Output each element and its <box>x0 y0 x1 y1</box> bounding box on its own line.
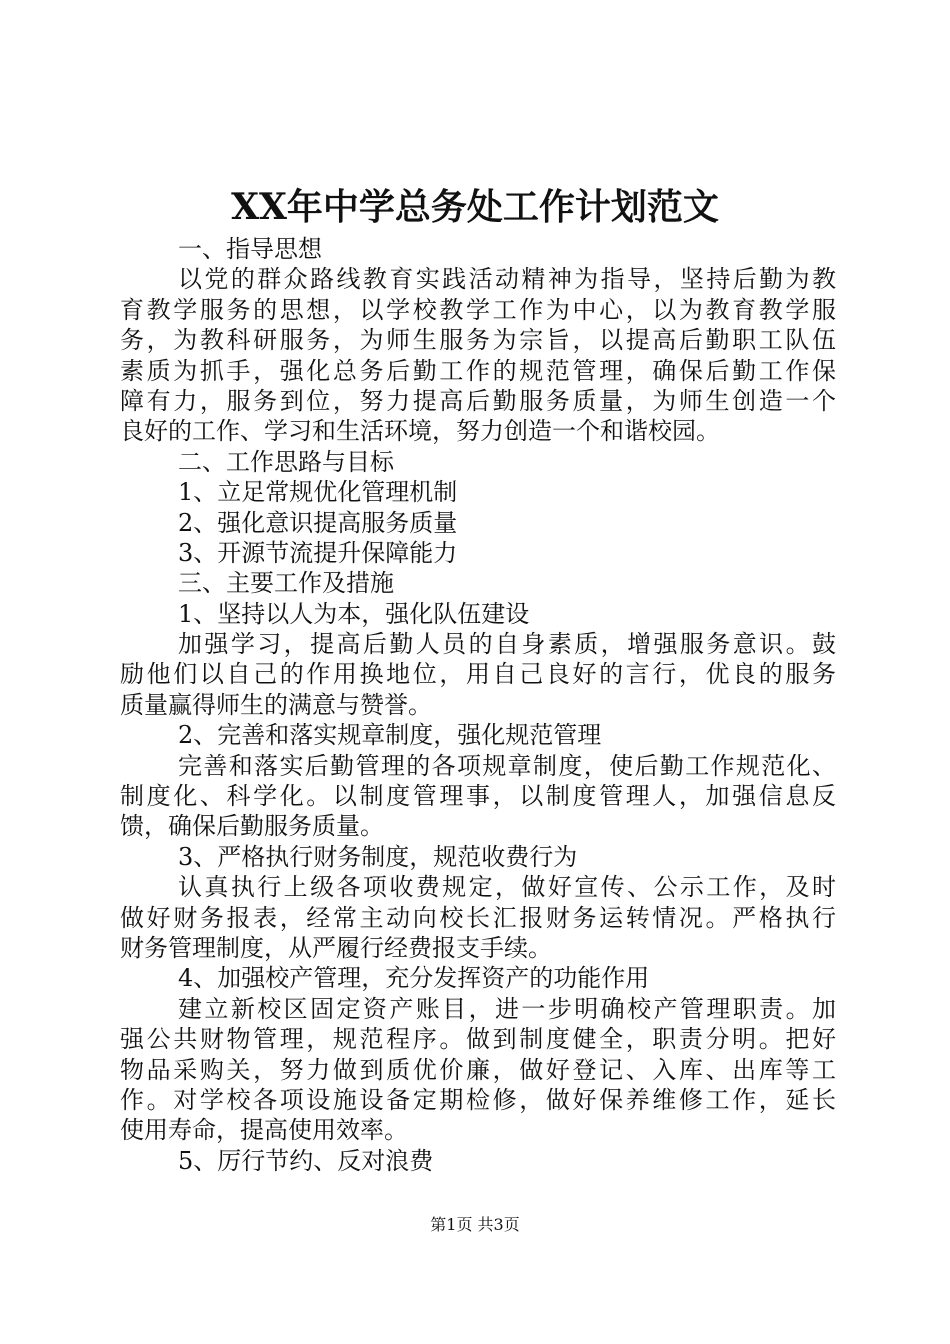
text-line: 1、坚持以人为本，强化队伍建设 <box>178 599 530 628</box>
text-line: 务，为教科研服务，为师生服务为宗旨，以提高后勤职工队伍 <box>120 326 836 355</box>
text-line: 以党的群众路线教育实践活动精神为指导，坚持后勤为教 <box>178 265 836 294</box>
text-line: 强公共财物管理，规范程序。做到制度健全，职责分明。把好 <box>120 1025 836 1054</box>
text-line: 建立新校区固定资产账目，进一步明确校产管理职责。加 <box>178 994 836 1023</box>
text-line: 育教学服务的思想，以学校教学工作为中心，以为教育教学服 <box>120 295 836 324</box>
text-line: 一、指导思想 <box>178 235 322 263</box>
text-line: 二、工作思路与目标 <box>178 447 394 476</box>
text-line: 完善和落实后勤管理的各项规章制度，使后勤工作规范化、 <box>178 751 836 780</box>
text-line: 2、强化意识提高服务质量 <box>178 508 458 537</box>
text-line: 馈，确保后勤服务质量。 <box>120 812 384 841</box>
text-line: 励他们以自己的作用换地位，用自己良好的言行，优良的服务 <box>120 660 836 689</box>
text-line: 加强学习，提高后勤人员的自身素质，增强服务意识。鼓 <box>178 630 836 659</box>
document-title: XX年中学总务处工作计划范文 <box>231 186 719 228</box>
text-line: 素质为抓手，强化总务后勤工作的规范管理，确保后勤工作保 <box>120 356 836 385</box>
text-line: 2、完善和落实规章制度，强化规范管理 <box>178 721 602 750</box>
text-line: 1、立足常规优化管理机制 <box>178 478 458 507</box>
document-body <box>120 234 836 1176</box>
text-line: 4、加强校产管理，充分发挥资产的功能作用 <box>178 964 650 993</box>
text-line: 3、严格执行财务制度，规范收费行为 <box>178 842 578 871</box>
text-line: 财务管理制度，从严履行经费报支手续。 <box>120 933 552 962</box>
text-line: 认真执行上级各项收费规定，做好宣传、公示工作，及时 <box>178 873 836 902</box>
text-line: 三、主要工作及措施 <box>178 569 394 598</box>
text-line: 质量赢得师生的满意与赞誉。 <box>120 690 432 719</box>
text-line: 良好的工作、学习和生活环境，努力创造一个和谐校园。 <box>120 417 720 446</box>
page-footer: 第1页 共3页 <box>430 1215 520 1234</box>
text-line: 5、厉行节约、反对浪费 <box>178 1146 434 1175</box>
text-line: 制度化、科学化。以制度管理事，以制度管理人，加强信息反 <box>120 782 836 811</box>
text-line: 作。对学校各项设施设备定期检修，做好保养维修工作，延长 <box>120 1085 836 1114</box>
text-line: 物品采购关，努力做到质优价廉，做好登记、入库、出库等工 <box>120 1055 836 1084</box>
text-line: 障有力，服务到位，努力提高后勤服务质量，为师生创造一个 <box>120 386 836 415</box>
text-line: 3、开源节流提升保障能力 <box>178 538 458 567</box>
text-line: 使用寿命，提高使用效率。 <box>120 1116 408 1145</box>
text-line: 做好财务报表，经常主动向校长汇报财务运转情况。严格执行 <box>120 903 836 932</box>
